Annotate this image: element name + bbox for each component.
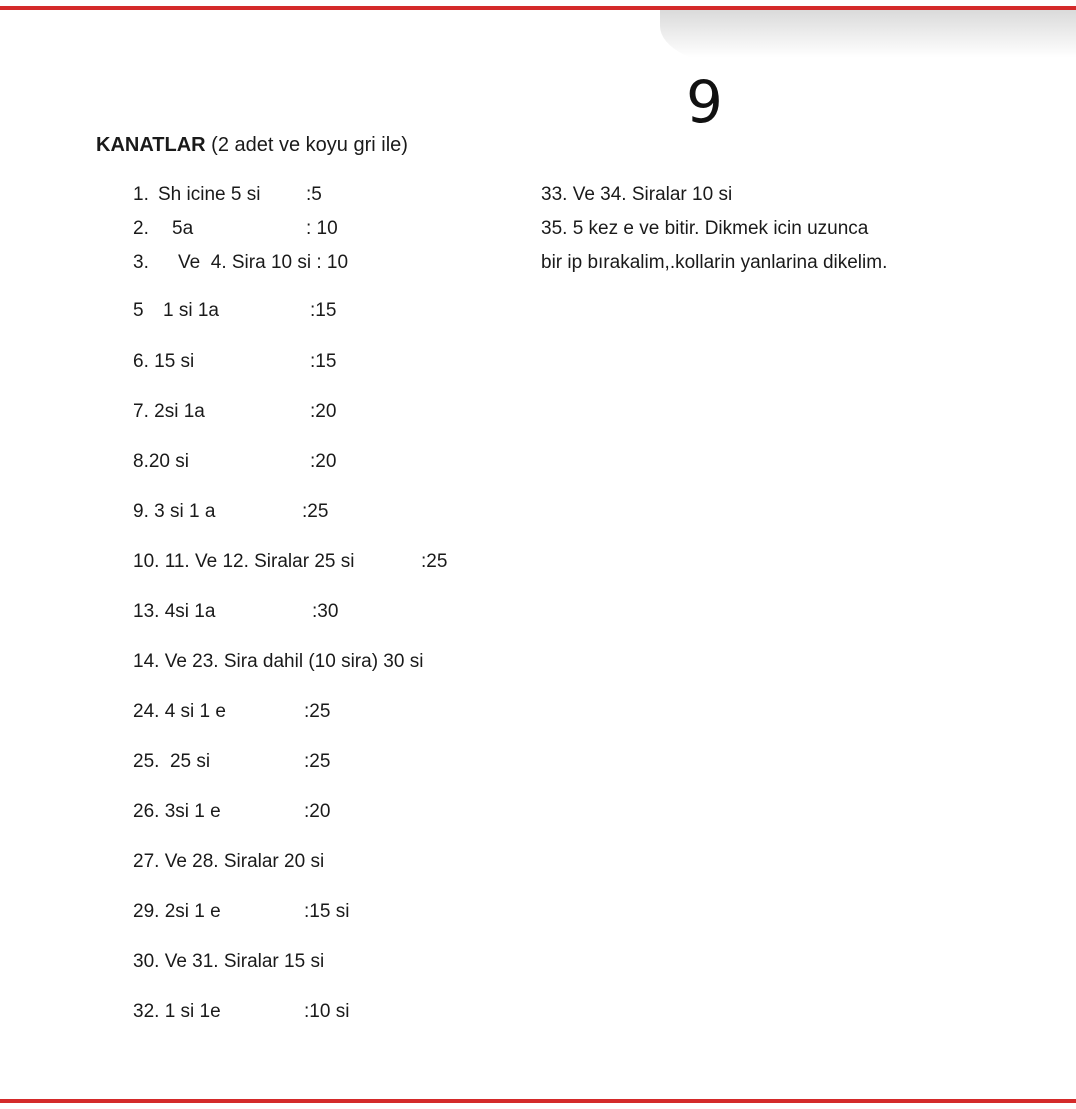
row-27-text: 27. Ve 28. Siralar 20 si — [133, 851, 325, 872]
row-30-text: 30. Ve 31. Siralar 15 si — [133, 951, 325, 972]
row-26-count: :20 — [304, 801, 331, 822]
row-14-text: 14. Ve 23. Sira dahil (10 sira) 30 si — [133, 651, 424, 672]
row-2-number: 2. — [133, 218, 149, 239]
row-9-text: 9. 3 si 1 a — [133, 501, 216, 522]
row-1-number: 1. — [133, 184, 149, 205]
right-line-3: bir ip bırakalim,.kollarin yanlarina dikelim. — [541, 252, 888, 273]
row-6-text: 6. 15 si — [133, 351, 195, 372]
row-29-text: 29. 2si 1 e — [133, 901, 221, 922]
row-5-count: :15 — [310, 300, 337, 321]
bottom-red-rule — [0, 1099, 1076, 1103]
row-32-count: :10 si — [304, 1001, 350, 1022]
row-2-count: : 10 — [306, 218, 338, 239]
row-32-text: 32. 1 si 1e — [133, 1001, 221, 1022]
row-7-count: :20 — [310, 401, 337, 422]
row-26-text: 26. 3si 1 e — [133, 801, 221, 822]
right-line-1: 33. Ve 34. Siralar 10 si — [541, 184, 733, 205]
row-6-count: :15 — [310, 351, 337, 372]
row-10-text: 10. 11. Ve 12. Siralar 25 si — [133, 551, 355, 572]
section-subtitle: (2 adet ve koyu gri ile) — [205, 134, 408, 156]
row-24-count: :25 — [304, 701, 331, 722]
right-line-2: 35. 5 kez e ve bitir. Dikmek icin uzunca — [541, 218, 869, 239]
row-13-text: 13. 4si 1a — [133, 601, 216, 622]
section-title — [96, 133, 408, 157]
section-heading: KANATLAR — [96, 134, 206, 156]
row-25-count: :25 — [304, 751, 331, 772]
row-7-text: 7. 2si 1a — [133, 401, 205, 422]
row-5-text: 1 si 1a — [163, 300, 219, 321]
row-29-count: :15 si — [304, 901, 350, 922]
row-13-count: :30 — [312, 601, 339, 622]
row-9-count: :25 — [302, 501, 329, 522]
row-1-count: :5 — [306, 184, 322, 205]
row-25-text: 25. 25 si — [133, 751, 211, 772]
page-number: 9 — [686, 68, 723, 136]
row-3-text: Ve 4. Sira 10 si : 10 — [178, 252, 349, 273]
row-8-count: :20 — [310, 451, 337, 472]
row-10-count: :25 — [421, 551, 448, 572]
row-5-number: 5 — [133, 300, 144, 321]
page-curl-shadow — [660, 10, 1076, 66]
row-1-text: Sh icine 5 si — [158, 184, 261, 205]
row-2-text: 5a — [172, 218, 194, 239]
row-8-text: 8.20 si — [133, 451, 189, 472]
row-24-text: 24. 4 si 1 e — [133, 701, 226, 722]
row-3-number: 3. — [133, 252, 149, 273]
